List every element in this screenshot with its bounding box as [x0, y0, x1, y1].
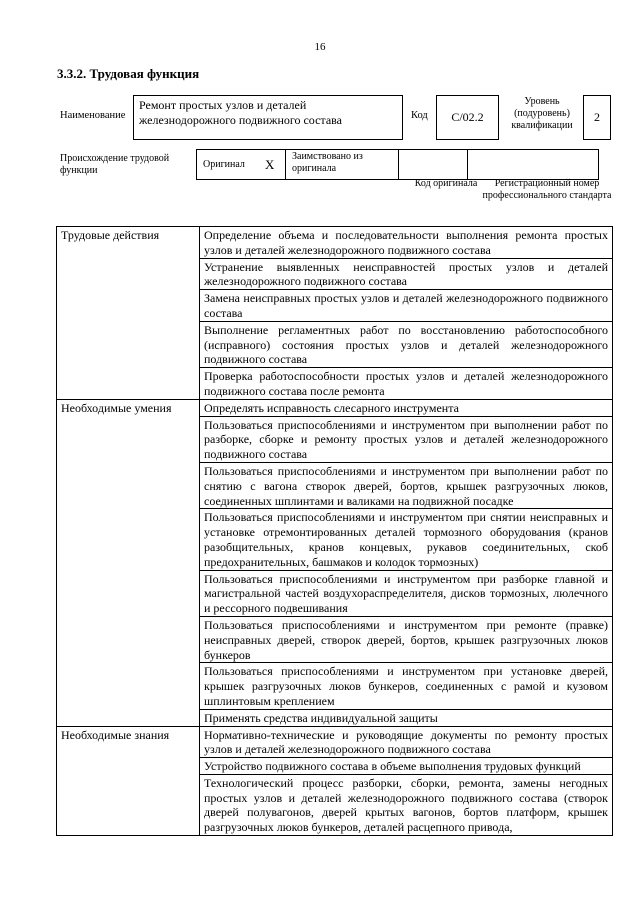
item-cell: Пользоваться приспособлениями и инструментом при выполнении работ по разборке, сборке и ремонту простых узлов и деталей железнодорожного подвижного состава — [200, 416, 613, 462]
item-cell: Замена неисправных простых узлов и деталей железнодорожного подвижного состава — [200, 290, 613, 322]
item-cell: Применять средства индивидуальной защиты — [200, 709, 613, 726]
item-cell: Пользоваться приспособлениями и инструментом при ремонте (правке) неисправных дверей, створок дверей, бортов, крышек разгрузочных люков бункеров — [200, 616, 613, 662]
name-label: Наименование — [60, 110, 126, 121]
category-cell: Трудовые действия — [57, 227, 200, 400]
category-cell: Необходимые знания — [57, 726, 200, 836]
item-cell: Выполнение регламентных работ по восстановлению работоспособного (исправного) состояния простых узлов и деталей железнодорожного подвижного состава — [200, 321, 613, 367]
borrowed-label: Заимствовано из оригинала — [286, 150, 399, 180]
qualification-level-label: Уровень (подуровень) квалификации — [511, 96, 573, 131]
function-details-table — [56, 226, 613, 836]
qualification-level-box: 2 — [583, 95, 611, 140]
page-number: 16 — [314, 41, 326, 53]
origin-table — [196, 149, 599, 180]
item-cell: Пользоваться приспособлениями и инструментом при выполнении работ по снятию с вагона створок дверей, бортов, крышек разгрузочных люков, соединенных шплинтами и валиками на подвижной посадке — [200, 462, 613, 508]
item-cell: Пользоваться приспособлениями и инструментом при снятии неисправных и установке отремонтированных деталей тормозного оборудования (кранов разобщительных, кранов концевых, рукавов соединительных, скоб предохранительных, башмаков и колодок тормозных) — [200, 509, 613, 570]
item-cell: Технологический процесс разборки, сборки, ремонта, замены негодных простых узлов и деталей железнодорожного подвижного состава (створок дверей полувагонов, дверей крытых вагонов, бортов платформ, крышек разгрузочных люков бункеров, деталей расцепного привода, — [200, 774, 613, 835]
original-code-cell — [399, 150, 468, 180]
item-cell: Пользоваться приспособлениями и инструментом при разборке главной и магистральной частей воздухораспределителя, дисков тормозных, люлечного и рессорного подвешивания — [200, 570, 613, 616]
original-label: Оригинал — [197, 150, 260, 180]
item-cell: Пользоваться приспособлениями и инструментом при установке дверей, крышек разгрузочных люков бункеров, соединенных с рамой и кузовом шплинтовым креплением — [200, 663, 613, 709]
code-label: Код — [411, 110, 428, 121]
item-cell: Определение объема и последовательности выполнения ремонта простых узлов и деталей железнодорожного подвижного состава — [200, 227, 613, 259]
item-cell: Нормативно-технические и руководящие документы по ремонту простых узлов и деталей железнодорожного подвижного состава — [200, 726, 613, 758]
table-row — [57, 227, 613, 259]
item-cell: Устройство подвижного состава в объеме выполнения трудовых функций — [200, 758, 613, 775]
item-cell: Проверка работоспособности простых узлов и деталей железнодорожного подвижного состава после ремонта — [200, 368, 613, 400]
original-mark: X — [259, 150, 286, 180]
section-title: 3.3.2. Трудовая функция — [57, 66, 200, 81]
function-name-box: Ремонт простых узлов и деталей железнодорожного подвижного состава — [133, 95, 403, 140]
category-cell: Необходимые умения — [57, 399, 200, 726]
table-row — [57, 726, 613, 758]
original-code-caption: Код оригинала — [414, 178, 478, 189]
function-code-box: C/02.2 — [436, 95, 499, 140]
registration-number-cell — [468, 150, 599, 180]
item-cell: Устранение выявленных неисправностей простых узлов и деталей железнодорожного подвижного состава — [200, 258, 613, 290]
origin-label: Происхождение трудовой функции — [60, 153, 170, 176]
table-row — [57, 399, 613, 416]
registration-number-caption: Регистрационный номер профессионального стандарта — [482, 178, 612, 201]
item-cell: Определять исправность слесарного инструмента — [200, 399, 613, 416]
